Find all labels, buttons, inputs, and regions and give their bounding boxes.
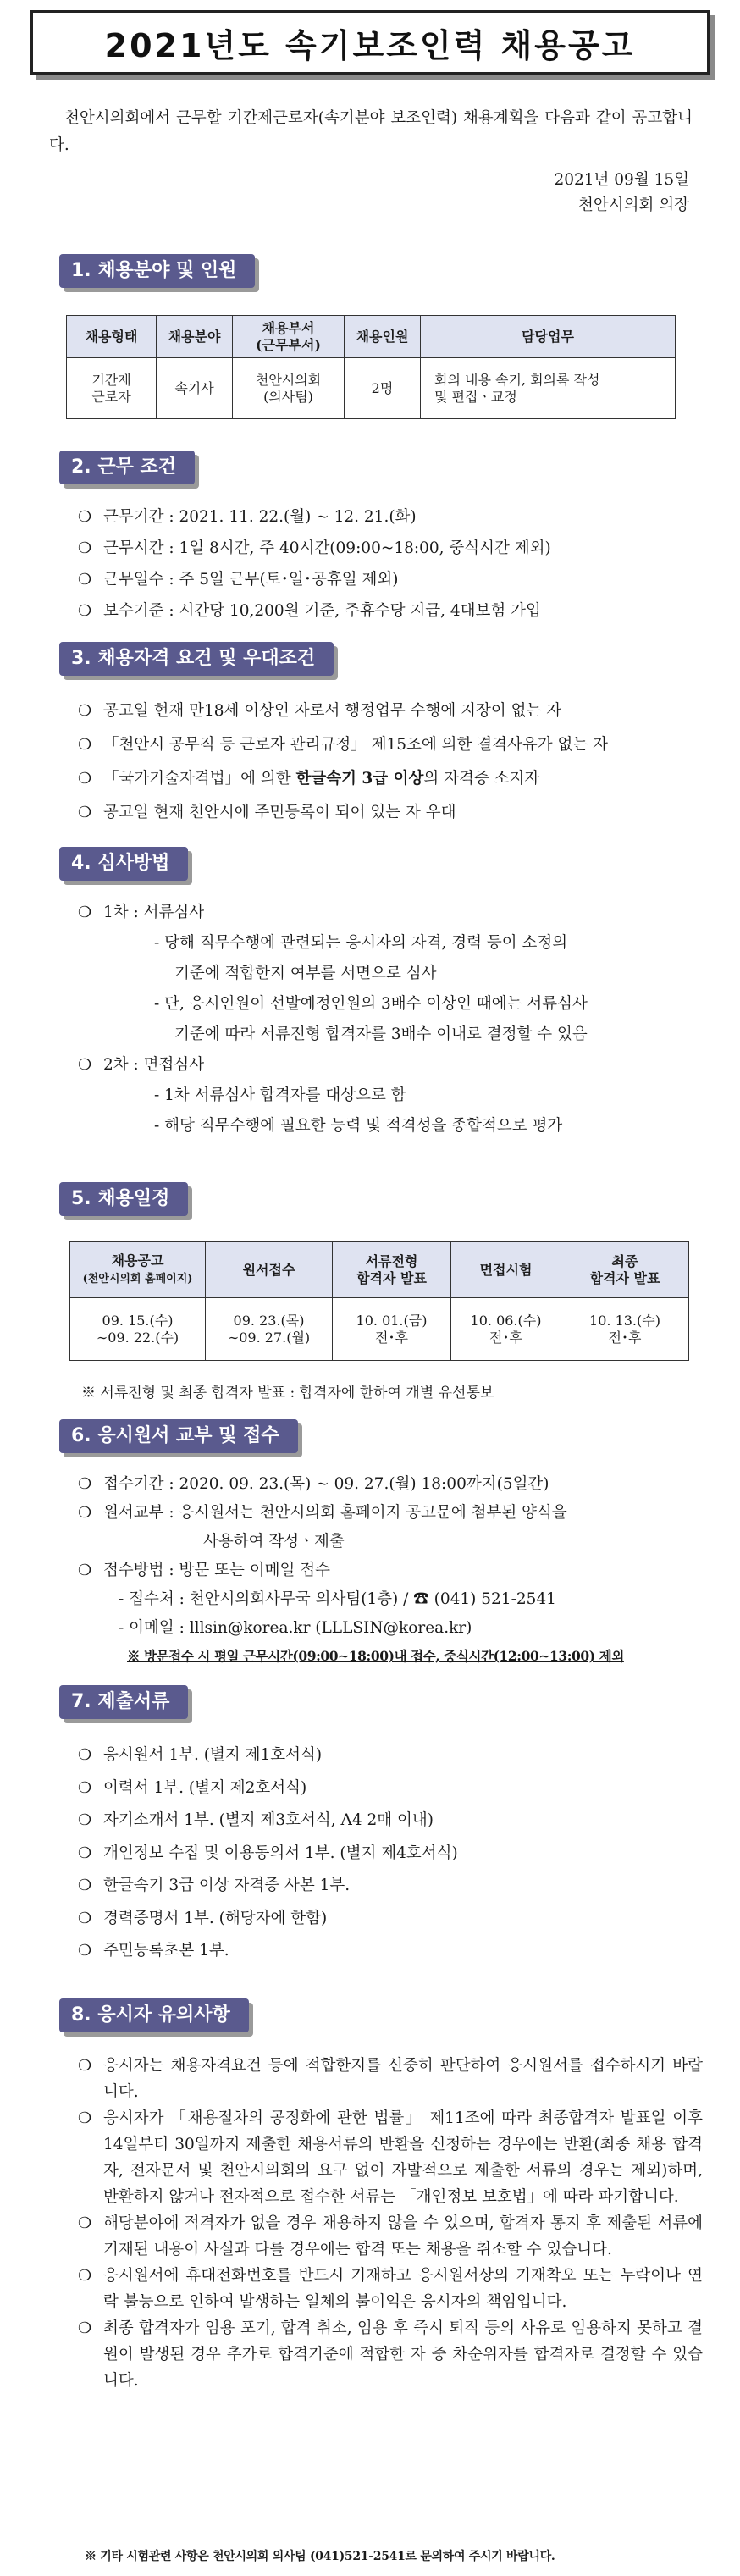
- bullet-icon: ❍: [78, 1778, 92, 1797]
- table-header: 원서접수: [206, 1242, 333, 1298]
- table-cell: 회의 내용 속기, 회의록 작성 및 편집ㆍ교정: [421, 358, 676, 419]
- bullet-icon: ❍: [78, 904, 92, 921]
- list-item: ❍ 해당분야에 적격자가 없을 경우 채용하지 않을 수 있으며, 합격자 통지 후 제출된 서류에 기재된 내용이 사실과 다를 경우에는 합격 또는 채용을 취소할 수 있습니다.: [78, 2210, 703, 2263]
- table-cell: 속기사: [157, 358, 233, 419]
- intro-paragraph: [49, 105, 693, 159]
- table-cell: 09. 15.(수) ∼09. 22.(수): [70, 1298, 206, 1361]
- list-item: ❍ 경력증명서 1부. (해당자에 한함): [78, 1903, 706, 1936]
- list-item: ❍ 응시원서에 휴대전화번호를 반드시 기재하고 응시원서상의 기재착오 또는 누락이나 연락 불능으로 인하여 발생하는 일체의 불이익은 응시자의 책임입니다.: [78, 2263, 703, 2315]
- bullet-icon: ❍: [78, 1562, 92, 1579]
- bullet-icon: ❍: [78, 1909, 92, 1927]
- section-heading-2: 2. 근무 조건: [59, 451, 195, 484]
- screening-list: [78, 898, 706, 1142]
- visit-hours-note: ※ 방문접수 시 평일 근무시간(09:00∼18:00)내 접수, 중식시간(12:00∼13:00) 제외: [127, 1648, 624, 1664]
- list-item: ❍ 보수기준 : 시간당 10,200원 기준, 주휴수당 지급, 4대보험 가입: [78, 595, 706, 627]
- qualifications-list: [78, 694, 706, 830]
- bullet-icon: ❍: [78, 539, 92, 557]
- footer-contact-note: ※ 기타 시험관련 사항은 천안시의회 의사팀 (041)521-2541로 문의하여 주시기 바랍니다.: [85, 2550, 555, 2563]
- list-item: ❍ 응시원서 1부. (별지 제1호서식): [78, 1739, 706, 1772]
- bullet-icon: ❍: [78, 1811, 92, 1829]
- bullet-icon: ❍: [78, 2214, 92, 2232]
- bullet-icon: ❍: [78, 1504, 92, 1522]
- list-item: ❍ 공고일 현재 천안시에 주민등록이 되어 있는 자 우대: [78, 796, 706, 830]
- list-item: ❍ 개인정보 수집 및 이용동의서 1부. (별지 제4호서식): [78, 1838, 706, 1871]
- bullet-icon: ❍: [78, 602, 92, 620]
- bullet-icon: ❍: [78, 804, 92, 821]
- reception-email: - 이메일 : lllsin@korea.kr (LLLSIN@korea.kr): [119, 1619, 472, 1637]
- notice-date: 2021년 09월 15일: [554, 171, 689, 189]
- bullet-icon: ❍: [78, 2109, 92, 2127]
- table-header: 채용형태: [67, 316, 157, 358]
- reception-office: - 접수처 : 천안시의회사무국 의사팀(1층) / ☎ (041) 521-2541: [119, 1590, 556, 1608]
- list-item: ❍ 공고일 현재 만18세 이상인 자로서 행정업무 수행에 지장이 없는 자: [78, 694, 706, 728]
- list-item: ❍ 최종 합격자가 임용 포기, 합격 취소, 임용 후 즉시 퇴직 등의 사유로 임용하지 못하고 결원이 발생된 경우 추가로 합격기준에 적합한 자 중 차순위자를 합격자로 결정할 수 있습니다.: [78, 2315, 703, 2394]
- table-cell: 09. 23.(목) ∼09. 27.(월): [206, 1298, 333, 1361]
- section-heading-3: 3. 채용자격 요건 및 우대조건: [59, 642, 334, 676]
- table-header: 채용부서 (근무부서): [233, 316, 345, 358]
- list-item: ❍ 1차 : 서류심사 - 당해 직무수행에 관련되는 응시자의 자격, 경력 등이 소정의 기준에 적합한지 여부를 서면으로 심사 - 단, 응시인원이 선발예정인원의 3배수 이상인 때에는 서류심사 기준에 따라 서류전형 합격자를 3배수 이내로 결정할 수 있음: [78, 898, 706, 1050]
- table-header: 채용공고 (천안시의회 홈페이지): [70, 1242, 206, 1298]
- list-item: ❍ 「천안시 공무직 등 근로자 관리규정」 제15조에 의한 결격사유가 없는 자: [78, 728, 706, 762]
- bullet-icon: ❍: [78, 1056, 92, 1074]
- bullet-icon: ❍: [78, 2267, 92, 2285]
- work-conditions-list: [78, 501, 706, 627]
- bullet-icon: ❍: [78, 736, 92, 754]
- list-item: ❍ 근무기간 : 2021. 11. 22.(월) ∼ 12. 21.(화): [78, 501, 706, 533]
- bullet-icon: ❍: [78, 1475, 92, 1493]
- list-item: ❍ 주민등록초본 1부.: [78, 1935, 706, 1968]
- list-item: ❍ 이력서 1부. (별지 제2호서식): [78, 1772, 706, 1805]
- list-item: ❍ 한글속기 3급 이상 자격증 사본 1부.: [78, 1870, 706, 1903]
- list-item: ❍ 근무시간 : 1일 8시간, 주 40시간(09:00~18:00, 중식시간 제외): [78, 533, 706, 564]
- table-cell: 기간제 근로자: [67, 358, 157, 419]
- bullet-icon: ❍: [78, 770, 92, 788]
- application-list: [78, 1470, 706, 1643]
- table-cell: 10. 01.(금) 전･후: [333, 1298, 451, 1361]
- bullet-icon: ❍: [78, 2319, 92, 2337]
- bullet-icon: ❍: [78, 2057, 92, 2075]
- list-item: ❍ 원서교부 : 응시원서는 천안시의회 홈페이지 공고문에 첨부된 양식을 사용하여 작성ㆍ제출: [78, 1499, 706, 1556]
- table-header: 채용인원: [345, 316, 421, 358]
- table-header: 서류전형 합격자 발표: [333, 1242, 451, 1298]
- bullet-icon: ❍: [78, 1746, 92, 1764]
- notice-date-block: [554, 168, 689, 218]
- bullet-icon: ❍: [78, 1942, 92, 1960]
- notice-issuer: 천안시의회 의장: [578, 196, 689, 214]
- table-cell: 천안시의회 (의사팀): [233, 358, 345, 419]
- section-heading-8: 8. 응시자 유의사항: [59, 1998, 249, 2032]
- list-item: ❍ 「국가기술자격법」에 의한 한글속기 3급 이상의 자격증 소지자: [78, 762, 706, 796]
- license-requirement: 한글속기 3급 이상: [295, 770, 424, 788]
- list-item: ❍ 2차 : 면접심사 - 1차 서류심사 합격자를 대상으로 함 - 해당 직무수행에 필요한 능력 및 적격성을 종합적으로 평가: [78, 1050, 706, 1142]
- bullet-icon: ❍: [78, 1844, 92, 1862]
- bullet-icon: ❍: [78, 702, 92, 720]
- section-heading-5: 5. 채용일정: [59, 1182, 188, 1216]
- section-heading-7: 7. 제출서류: [59, 1685, 188, 1719]
- schedule-table: [69, 1241, 689, 1361]
- intro-text-1: 천안시의회에서: [64, 109, 177, 127]
- table-row: [70, 1298, 689, 1361]
- list-item: ❍ 응시자가 「채용절차의 공정화에 관한 법률」 제11조에 따라 최종합격자 발표일 이후 14일부터 30일까지 제출한 채용서류의 반환을 신청하는 경우에는 반환(최종 채용 합격자, 전자문서 및 천안시의회의 요구 없이 자발적으로 제출한 서류의 경우는 제외)하며, 반환하지 않거나 전자적으로 접수한 서류는 「개인정보 보호법」에 따라 파기합니다.: [78, 2105, 703, 2210]
- table-header-row: [67, 316, 676, 358]
- list-item: ❍ 접수기간 : 2020. 09. 23.(목) ∼ 09. 27.(월) 18:00까지(5일간): [78, 1470, 706, 1499]
- table-header-row: [70, 1242, 689, 1298]
- bullet-icon: ❍: [78, 1877, 92, 1894]
- table-header: 채용분야: [157, 316, 233, 358]
- list-item: ❍ 접수방법 : 방문 또는 이메일 접수 - 접수처 : 천안시의회사무국 의사팀(1층) / ☎ (041) 521-2541 - 이메일 : lllsin@korea.kr (LLLSIN@korea.kr): [78, 1556, 706, 1643]
- table-cell: 2명: [345, 358, 421, 419]
- applicant-notes-list: [78, 2053, 703, 2394]
- section-heading-4: 4. 심사방법: [59, 847, 188, 881]
- table-cell: 10. 06.(수) 전･후: [451, 1298, 561, 1361]
- section-heading-6: 6. 응시원서 교부 및 접수: [59, 1419, 298, 1453]
- schedule-note: ※ 서류전형 및 최종 합격자 발표 : 합격자에 한하여 개별 유선통보: [81, 1385, 494, 1401]
- table-cell: 10. 13.(수) 전･후: [561, 1298, 689, 1361]
- table-header: 담당업무: [421, 316, 676, 358]
- section-heading-1: 1. 채용분야 및 인원: [59, 254, 255, 288]
- table-header: 면접시험: [451, 1242, 561, 1298]
- page-title: 2021년도 속기보조인력 채용공고: [30, 10, 710, 75]
- intro-text-2: 근무할 기간제근로자: [176, 109, 318, 127]
- bullet-icon: ❍: [78, 508, 92, 526]
- list-item: ❍ 근무일수 : 주 5일 근무(토･일･공휴일 제외): [78, 564, 706, 595]
- table-row: [67, 358, 676, 419]
- list-item: ❍ 응시자는 채용자격요건 등에 적합한지를 신중히 판단하여 응시원서를 접수하시기 바랍니다.: [78, 2053, 703, 2105]
- table-header: 최종 합격자 발표: [561, 1242, 689, 1298]
- list-item: ❍ 자기소개서 1부. (별지 제3호서식, A4 2매 이내): [78, 1805, 706, 1838]
- bullet-icon: ❍: [78, 571, 92, 589]
- intro-text-3: (속기분야 보조인력) 채용계획을 다음과 같이 공고합니다.: [49, 109, 693, 154]
- positions-table: [66, 315, 676, 419]
- documents-list: [78, 1739, 706, 1968]
